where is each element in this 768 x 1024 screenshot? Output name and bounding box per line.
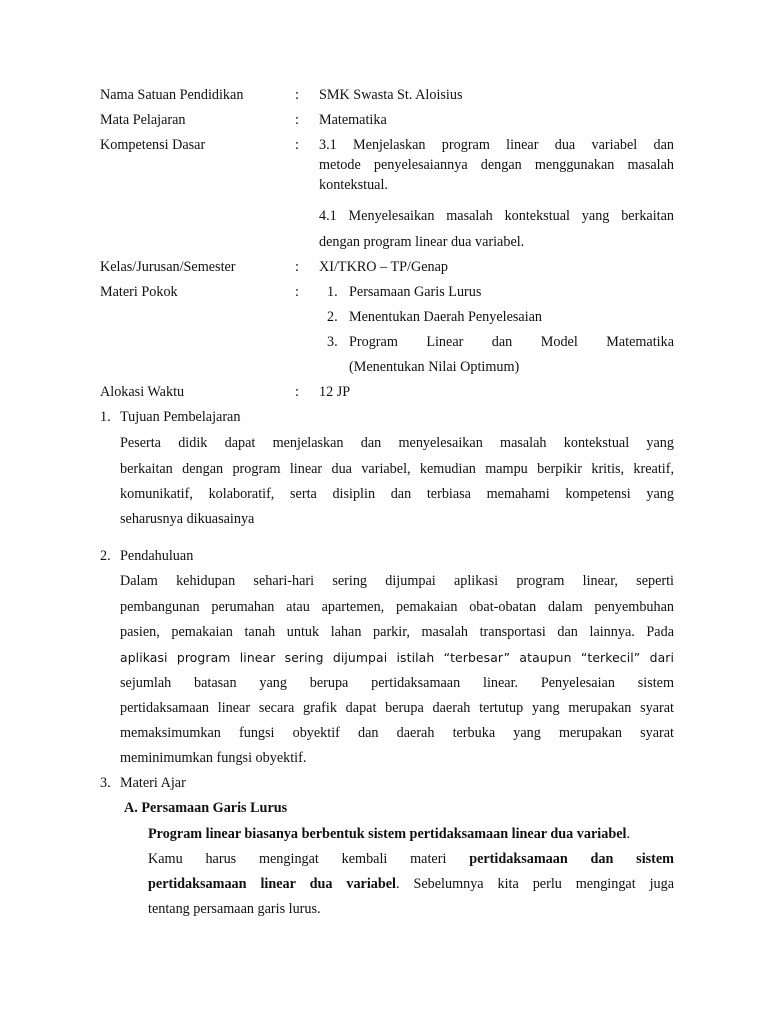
colon: : bbox=[295, 284, 299, 300]
value-alokasi-waktu: 12 JP bbox=[319, 384, 351, 400]
section-number: 2. bbox=[100, 548, 111, 564]
paragraph-line: seharusnya dikuasainya bbox=[120, 511, 255, 527]
bold-text: pertidaksamaan linear dua variabel bbox=[148, 876, 397, 892]
bold-text: Program linear biasanya berbentuk sistem pertidaksamaan linear dua variabel bbox=[148, 826, 627, 842]
paragraph-line: pasien, pemakaian tanah untuk lahan parkir, masalah transportasi dan lainnya. Pada bbox=[120, 624, 674, 640]
paragraph-line: tentang persamaan garis lurus. bbox=[148, 901, 321, 917]
materi-num: 3. bbox=[327, 334, 338, 350]
section-number: 3. bbox=[100, 775, 111, 791]
kd-3-1-line1: 3.1 Menjelaskan program linear dua variabel dan bbox=[319, 137, 674, 153]
paragraph-line: Peserta didik dapat menjelaskan dan menyelesaikan masalah kontekstual yang bbox=[120, 435, 674, 451]
paragraph-line bbox=[148, 876, 674, 893]
paragraph-line: komunikatif, kolaboratif, serta disiplin dan terbiasa memahami kompetensi yang bbox=[120, 486, 674, 502]
text: Kamu harus mengingat kembali materi bbox=[148, 851, 447, 867]
section-number: 1. bbox=[100, 409, 111, 425]
kd-4-1-line2: dengan program linear dua variabel. bbox=[319, 234, 525, 250]
paragraph-line: berkaitan dengan program linear dua variabel, kemudian mampu berpikir kritis, kreatif, bbox=[120, 461, 674, 477]
paragraph-line: pertidaksamaan linear secara grafik dapat berupa daerah tertutup yang merupakan syarat bbox=[120, 700, 674, 716]
colon: : bbox=[295, 112, 299, 128]
value-kelas-jurusan: XI/TKRO – TP/Genap bbox=[319, 259, 448, 275]
paragraph-line: sejumlah batasan yang berupa pertidaksamaan linear. Penyelesaian sistem bbox=[120, 675, 674, 691]
materi-item-continuation: (Menentukan Nilai Optimum) bbox=[349, 359, 520, 375]
materi-num: 2. bbox=[327, 309, 338, 325]
kd-4-1-line1: 4.1 Menyelesaikan masalah kontekstual yang berkaitan bbox=[319, 208, 674, 224]
colon: : bbox=[295, 137, 299, 153]
value-mata-pelajaran: Matematika bbox=[319, 112, 387, 128]
colon: : bbox=[295, 87, 299, 103]
section-title: Tujuan Pembelajaran bbox=[120, 409, 241, 425]
materi-item: Persamaan Garis Lurus bbox=[349, 284, 482, 300]
paragraph-line: aplikasi program linear sering dijumpai istilah “terbesar” ataupun “terkecil” dari bbox=[120, 650, 674, 665]
label-nama-satuan: Nama Satuan Pendidikan bbox=[100, 87, 244, 103]
colon: : bbox=[295, 259, 299, 275]
text: . Sebelumnya kita perlu mengingat juga bbox=[396, 876, 674, 892]
paragraph-line bbox=[148, 851, 674, 868]
text: . bbox=[626, 826, 631, 842]
colon: : bbox=[295, 384, 299, 400]
paragraph-line: memaksimumkan fungsi obyektif dan daerah terbuka yang merupakan syarat bbox=[120, 725, 674, 741]
value-nama-satuan: SMK Swasta St. Aloisius bbox=[319, 87, 463, 103]
label-kompetensi-dasar: Kompetensi Dasar bbox=[100, 137, 206, 153]
materi-item: Menentukan Daerah Penyelesaian bbox=[349, 309, 543, 325]
materi-num: 1. bbox=[327, 284, 338, 300]
materi-item: Program Linear dan Model Matematika bbox=[349, 334, 674, 350]
label-kelas-jurusan: Kelas/Jurusan/Semester bbox=[100, 259, 236, 275]
label-materi-pokok: Materi Pokok bbox=[100, 284, 178, 300]
paragraph-line bbox=[148, 826, 630, 843]
paragraph-line: Dalam kehidupan sehari-hari sering dijumpai aplikasi program linear, seperti bbox=[120, 573, 674, 589]
kd-3-1-line3: kontekstual. bbox=[319, 177, 388, 193]
kd-3-1-line2: metode penyelesaiannya dengan menggunakan masalah bbox=[319, 157, 674, 173]
subsection-title: A. Persamaan Garis Lurus bbox=[124, 800, 288, 816]
section-title: Materi Ajar bbox=[120, 775, 186, 791]
paragraph-line: meminimumkan fungsi obyektif. bbox=[120, 750, 307, 766]
bold-text: pertidaksamaan dan sistem bbox=[469, 851, 674, 867]
label-mata-pelajaran: Mata Pelajaran bbox=[100, 112, 186, 128]
paragraph-line: pembangunan perumahan atau apartemen, pemakaian obat-obatan dalam penyembuhan bbox=[120, 599, 674, 615]
section-title: Pendahuluan bbox=[120, 548, 194, 564]
label-alokasi-waktu: Alokasi Waktu bbox=[100, 384, 185, 400]
